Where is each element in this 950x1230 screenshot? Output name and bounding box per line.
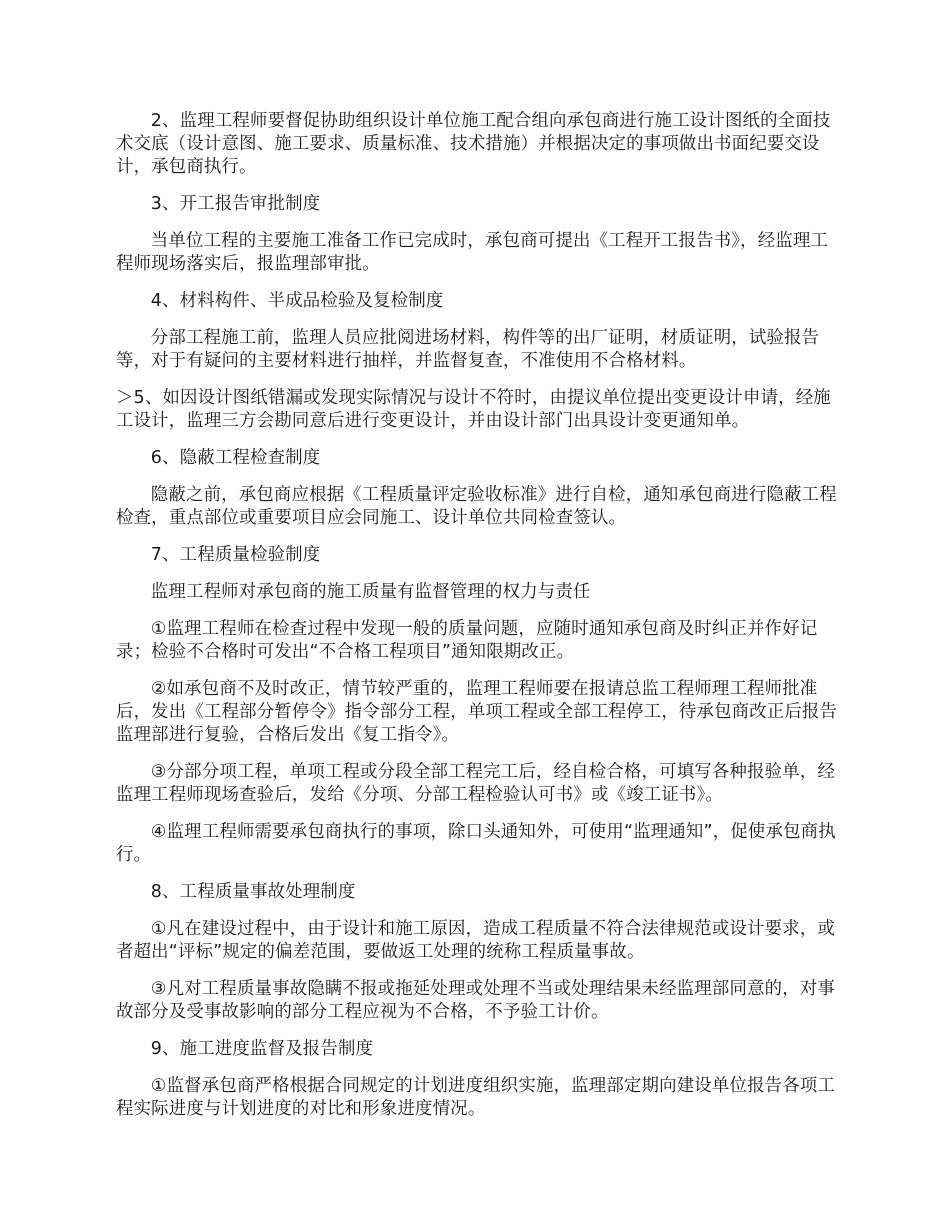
paragraph-quality-authority: 监理工程师对承包商的施工质量有监督管理的权力与责任 [150, 582, 591, 602]
section-heading-4: 4、材料构件、半成品检验及复检制度 [150, 291, 444, 311]
section-heading-3: 3、开工报告审批制度 [150, 194, 321, 214]
paragraph-item-5: ＞5、如因设计图纸错漏或发现实际情况与设计不符时，由提议单位提出变更设计申请，经施工设计，监理三方会勘同意后进行变更设计，并由设计部门出具设计变更通知单。 [116, 388, 831, 431]
paragraph-concealed-work: 隐蔽之前，承包商应根据《工程质量评定验收标准》进行自检，通知承包商进行隐蔽工程检查，重点部位或重要项目应会同施工、设计单位共同检查签认。 [116, 485, 837, 528]
section-heading-6: 6、隐蔽工程检查制度 [150, 448, 321, 468]
paragraph-quality-1: ①监理工程师在检查过程中发现一般的质量问题，应随时通知承包商及时纠正并作好记录；检验不合格时可发出“不合格工程项目”通知限期改正。 [116, 619, 818, 662]
paragraph-accident-1: ①凡在建设过程中，由于设计和施工原因，造成工程质量不符合法律规范或设计要求，或者超出“评标”规定的偏差范围，要做返工处理的统称工程质量事故。 [116, 919, 836, 962]
paragraph-progress-1: ①监督承包商严格根据合同规定的计划进度组织实施，监理部定期向建设单位报告各项工程实际进度与计划进度的对比和形象进度情况。 [116, 1076, 836, 1119]
paragraph-accident-3: ③凡对工程质量事故隐瞒不报或拖延处理或处理不当或处理结果未经监理部同意的，对事故部分及受事故影响的部分工程应视为不合格，不予验工计价。 [116, 979, 836, 1022]
section-heading-9: 9、施工进度监督及报告制度 [150, 1039, 374, 1059]
section-heading-7: 7、工程质量检验制度 [150, 545, 321, 565]
paragraph-start-report: 当单位工程的主要施工准备工作已完成时，承包商可提出《工程开工报告书》，经监理工程师现场落实后，报监理部审批。 [116, 231, 829, 274]
paragraph-quality-2: ②如承包商不及时改正，情节较严重的，监理工程师要在报请总监工程师理工程师批准后，发出《工程部分暂停令》指令部分工程，单项工程或全部工程停工，待承包商改正后报告监理部进行复验，合格后发出《复工指令》。 [116, 679, 838, 745]
paragraph-quality-4: ④监理工程师需要承包商执行的事项，除口头通知外，可使用“监理通知”，促使承包商执行。 [116, 822, 836, 865]
document-page [116, 110, 840, 1135]
paragraph-material-inspection: 分部工程施工前，监理人员应批阅进场材料，构件等的出厂证明，材质证明，试验报告等，对于有疑问的主要材料进行抽样，并监督复查，不准使用不合格材料。 [116, 328, 820, 371]
paragraph-item-2: 2、监理工程师要督促协助组织设计单位施工配合组向承包商进行施工设计图纸的全面技术交底（设计意图、施工要求、质量标准、技术措施）并根据决定的事项做出书面纪要交设计，承包商执行。 [116, 111, 831, 177]
paragraph-quality-3: ③分部分项工程，单项工程或分段全部工程完工后，经自检合格，可填写各种报验单，经监理工程师现场查验后，发给《分项、分部工程检验认可书》或《竣工证书》。 [116, 762, 836, 805]
section-heading-8: 8、工程质量事故处理制度 [150, 882, 356, 902]
